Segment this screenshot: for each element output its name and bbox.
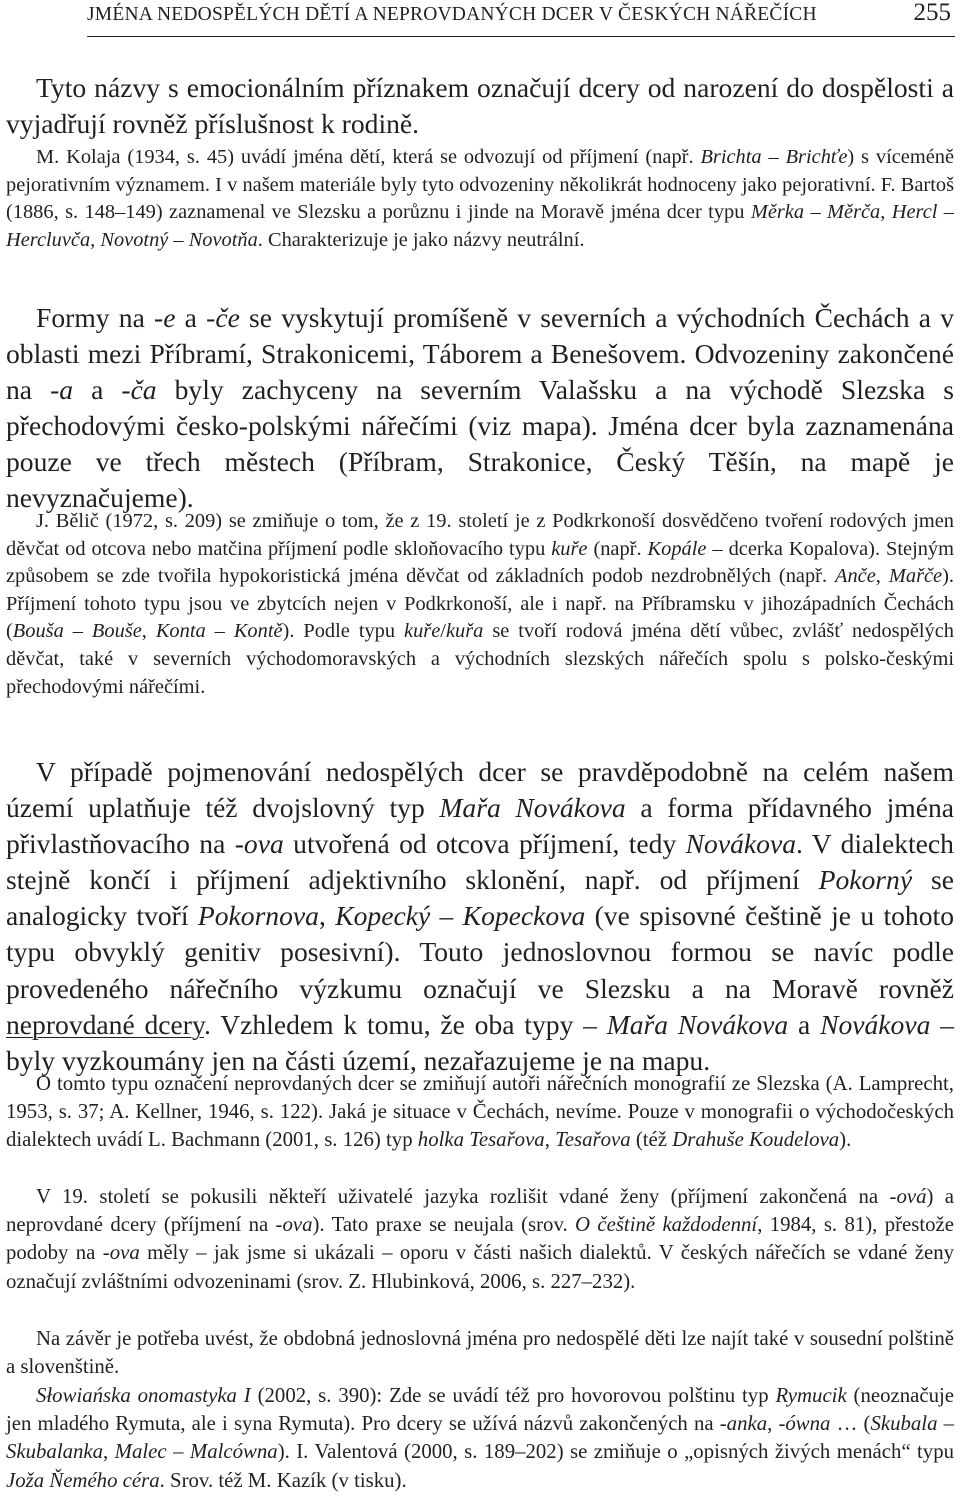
paragraph-p6: O tomto typu označení neprovdaných dcer se zmiňují autoři nářečních monografií ze Slezska (A. Lamprecht, 1953, s. 37; A. Kellner, 1946, s. 122). Jaká je situace v Čechách, nevíme. Pouze v monografii o východočeských dialektech uvádí L. Bachmann (2001, s. 126) typ holka Tesařova, Tesařova (též Drahuše Koudelova). [6, 1072, 954, 1152]
paragraph-p3: Formy na -e a -če se vyskytují promíšeně v severních a východních Čechách a v oblasti mezi Příbramí, Strakonicemi, Táborem a Benešovem. Odvozeniny zakončené na -a a -ča byly zachyceny na severním Valašsku a na východě Slezska s přechodovými česko-polskými nářečími (viz mapa). Jména dcer byla zaznamenána pouze ve třech městech (Příbram, Strakonice, Český Těšín, na mapě je nevyznačujeme). [6, 302, 955, 514]
paragraph-p7: V 19. století se pokusili někteří uživatelé jazyka rozlišit vdané ženy (příjmení zakončená na -ová) a neprovdané dcery (příjmení na -ova). Tato praxe se neujala (srov. O češtině každodenní, 1984, s. 81), přestože podoby na -ova měly – jak jsme si ukázali – oporu v části našich dialektů. V českých nářečích se vdané ženy označují zvláštními odvozeninami (srov. Z. Hlubinková, 2006, s. 227–232). [6, 1185, 955, 1293]
running-header [87, 0, 955, 37]
paragraph-p5: V případě pojmenování nedospělých dcer se pravděpodobně na celém našem území uplatňuje též dvojslovný typ Mařa Novákova a forma přídavného jména přivlastňovacího na -ova utvořená od otcova příjmení, tedy Novákova. V dialektech stejně končí i příjmení adjektivního sklonění, např. od příjmení Pokorný se analogicky tvoří Pokornova, Kopecký – Kopeckova (ve spisovné češtině je u tohoto typu obvyklý genitiv posesivní). Touto jednoslovnou formou se navíc podle provedeného nářečního výzkumu označují ve Slezsku a na Moravě rovněž neprovdané dcery. Vzhledem k tomu, že oba typy – Mařa Novákova a Novákova – byly vyzkoumány jen na části území, nezařazujeme je na mapu. [6, 756, 955, 1076]
paragraph-p4: J. Bělič (1972, s. 209) se zmiňuje o tom, že z 19. století je z Podkrkonoší dosvědčeno tvoření rodových jmen děvčat od otcova nebo matčina příjmení podle skloňovacího typu kuře (např. Kopále – dcerka Kopalova). Stejným způsobem se zde tvořila hypokoristická jména děvčat od základních podob nezdrobnělých (např. Anče, Mařče). Příjmení tohoto typu jsou ve zbytcích nejen v Podkrkonoší, ale i např. na Příbramsku v jihozápadních Čechách (Bouša – Bouše, Konta – Kontě). Podle typu kuře/kuřa se tvoří rodová jména dětí vůbec, zvlášť nedospělých děvčat, také v severních východomoravských a východních slezských nářečích spolu s polsko-českými přechodovými nářečími. [6, 510, 954, 698]
running-title: JMÉNA NEDOSPĚLÝCH DĚTÍ A NEPROVDANÝCH DCER V ČESKÝCH NÁŘEČÍCH [87, 4, 817, 25]
paragraph-p9: Słowiańska onomastyka I (2002, s. 390): Zde se uvádí též pro hovorovou polštinu typ Rymucik (neoznačuje jen mladého Rymuta, ale i syna Rymuta). Pro dcery se užívá názvů zakončených na -anka, -ówna … (Skubala – Skubalanka, Malec – Malcówna). I. Valentová (2000, s. 189–202) se zmiňuje o „opisných živých menách“ typu Joža Ňemého céra. Srov. též M. Kazík (v tisku). [6, 1384, 955, 1492]
paragraph-p1: Tyto názvy s emocionálním příznakem označují dcery od narození do dospělosti a vyjadřují rovněž příslušnost k rodině. [6, 72, 954, 140]
paragraph-p2: M. Kolaja (1934, s. 45) uvádí jména dětí, která se odvozují od příjmení (např. Brichta – Brichťe) s víceméně pejorativním významem. I v našem materiále byly tyto odvozeniny několikrát hodnoceny jako pejorativní. F. Bartoš (1886, s. 148–149) zaznamenal ve Slezsku a porůznu i jinde na Moravě jména dcer typu Měrka – Měrča, Hercl – Hercluvča, Novotný – Novotňa. Charakterizuje je jako názvy neutrální. [6, 146, 955, 251]
paragraph-p8: Na závěr je potřeba uvést, že obdobná jednoslovná jména pro nedospělé děti lze najít také v sousední polštině a slovenštině. [6, 1327, 954, 1379]
page-number: 255 [913, 0, 951, 26]
